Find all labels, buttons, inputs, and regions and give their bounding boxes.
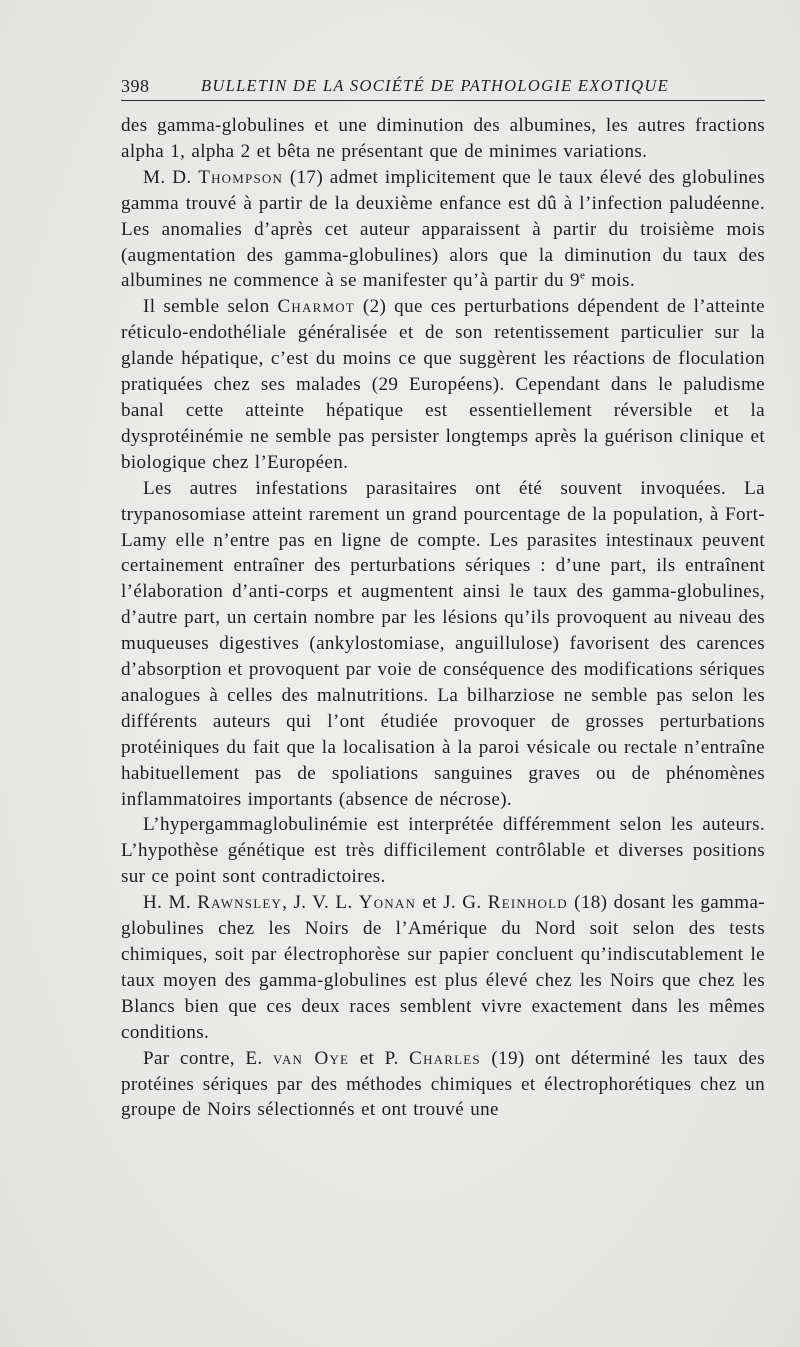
author-name: van Oye: [273, 1047, 350, 1069]
paragraph-text: (18) dosant les gamma-globulines chez les Noirs de l’Amérique du Nord soit selon des tests chimiques, soit par électrophorèse sur papier concluent qu’indiscutablement le taux moyen des gamma-globulines est plus élevé chez les Noirs que chez les Blancs bien que ces deux races semblent vivre exactement dans les mêmes conditions.: [121, 892, 765, 1043]
paragraph-4: [121, 476, 765, 813]
author-name: Rawnsley: [197, 892, 283, 914]
paragraph-text: (19) ont déterminé les taux des protéines sériques par des méthodes chimiques et électrophorétiques chez un groupe de Noirs sélectionnés et ont trouvé une: [121, 1047, 765, 1121]
author-name: Charles: [409, 1047, 481, 1069]
author-name: Yonan: [358, 892, 417, 914]
paragraph-text: L’hypergammaglobulinémie est interprétée différemment selon les auteurs. L’hypothèse génétique est très difficilement contrôlable et diverses positions sur ce point sont contradictoires.: [121, 814, 765, 888]
paragraph-6: [121, 890, 765, 1045]
running-title: BULLETIN DE LA SOCIÉTÉ DE PATHOLOGIE EXOTIQUE: [201, 76, 669, 95]
paragraph-lead: M. D.: [143, 166, 199, 188]
superscript: e: [579, 270, 586, 283]
author-name: Charmot: [277, 296, 355, 318]
paragraph-text: (17) admet implicitement que le taux élevé des globulines gamma trouvé à partir de la deuxième enfance est dû à l’infection paludéenne. Les anomalies d’après cet auteur apparaissent à partir du troisième mois (augmentation des gamma-globulines) alors que la diminution du taux des albumines ne commence à se manifester qu’à partir du 9: [121, 166, 765, 292]
article-body: [121, 113, 765, 1123]
page-number: 398: [121, 76, 150, 96]
paragraph-text: des gamma-globulines et une diminution des albumines, les autres fractions alpha 1, alpha 2 et bêta ne présentant que de minimes variations.: [121, 115, 765, 162]
paragraph-2: [121, 165, 765, 295]
author-name: Reinhold: [487, 892, 568, 914]
running-header: [121, 76, 765, 101]
paragraph-mid: , J. V. L.: [282, 892, 359, 914]
paragraph-lead: Il semble selon: [143, 296, 278, 318]
author-name: Thompson: [198, 166, 284, 188]
paragraph-lead: H. M.: [143, 892, 198, 914]
paragraph-mid: et J. G.: [416, 892, 488, 914]
paragraph-7: [121, 1046, 765, 1124]
paragraph-lead: Par contre, E.: [143, 1047, 274, 1069]
paragraph-text: Les autres infestations parasitaires ont été souvent invoquées. La trypanosomiase atteint rarement un grand pourcentage de la population, à Fort-Lamy elle n’entre pas en ligne de compte. Les parasites intestinaux peuvent certainement entraîner des perturbations sériques : d’une part, ils entraînent l’élaboration d’anti-corps et augmentent ainsi le taux des gamma-globulines, d’autre part, un certain nombre par les lésions qu’ils provoquent au niveau des muqueuses digestives (ankylostomiase, anguillulose) favorisent des carences d’absorption et provoquent par voie de conséquence des modifications sériques analogues à celles des malnutritions. La bilharziose ne semble pas selon les différents auteurs qui l’ont étudiée provoquer de grosses perturbations protéiniques du fait que la localisation à la paroi vésicale ou rectale n’entraîne habituellement pas de spoliations sanguines graves ou de phénomènes inflammatoires importants (absence de nécrose).: [121, 477, 765, 810]
paragraph-5: [121, 812, 765, 890]
paragraph-tail: mois.: [585, 270, 635, 292]
paragraph-1: [121, 113, 765, 165]
paragraph-3: [121, 294, 765, 475]
paragraph-mid: et P.: [349, 1047, 410, 1069]
paragraph-text: (2) que ces perturbations dépendent de l’atteinte réticulo-endothéliale généralisée et de son retentissement particulier sur la glande hépatique, c’est du moins ce que suggèrent les réactions de floculation pratiquées chez ses malades (29 Européens). Cependant dans le paludisme banal cette atteinte hépatique est essentiellement réversible et la dysprotéinémie ne semble pas persister longtemps après la guérison clinique et biologique chez l’Européen.: [121, 296, 765, 473]
